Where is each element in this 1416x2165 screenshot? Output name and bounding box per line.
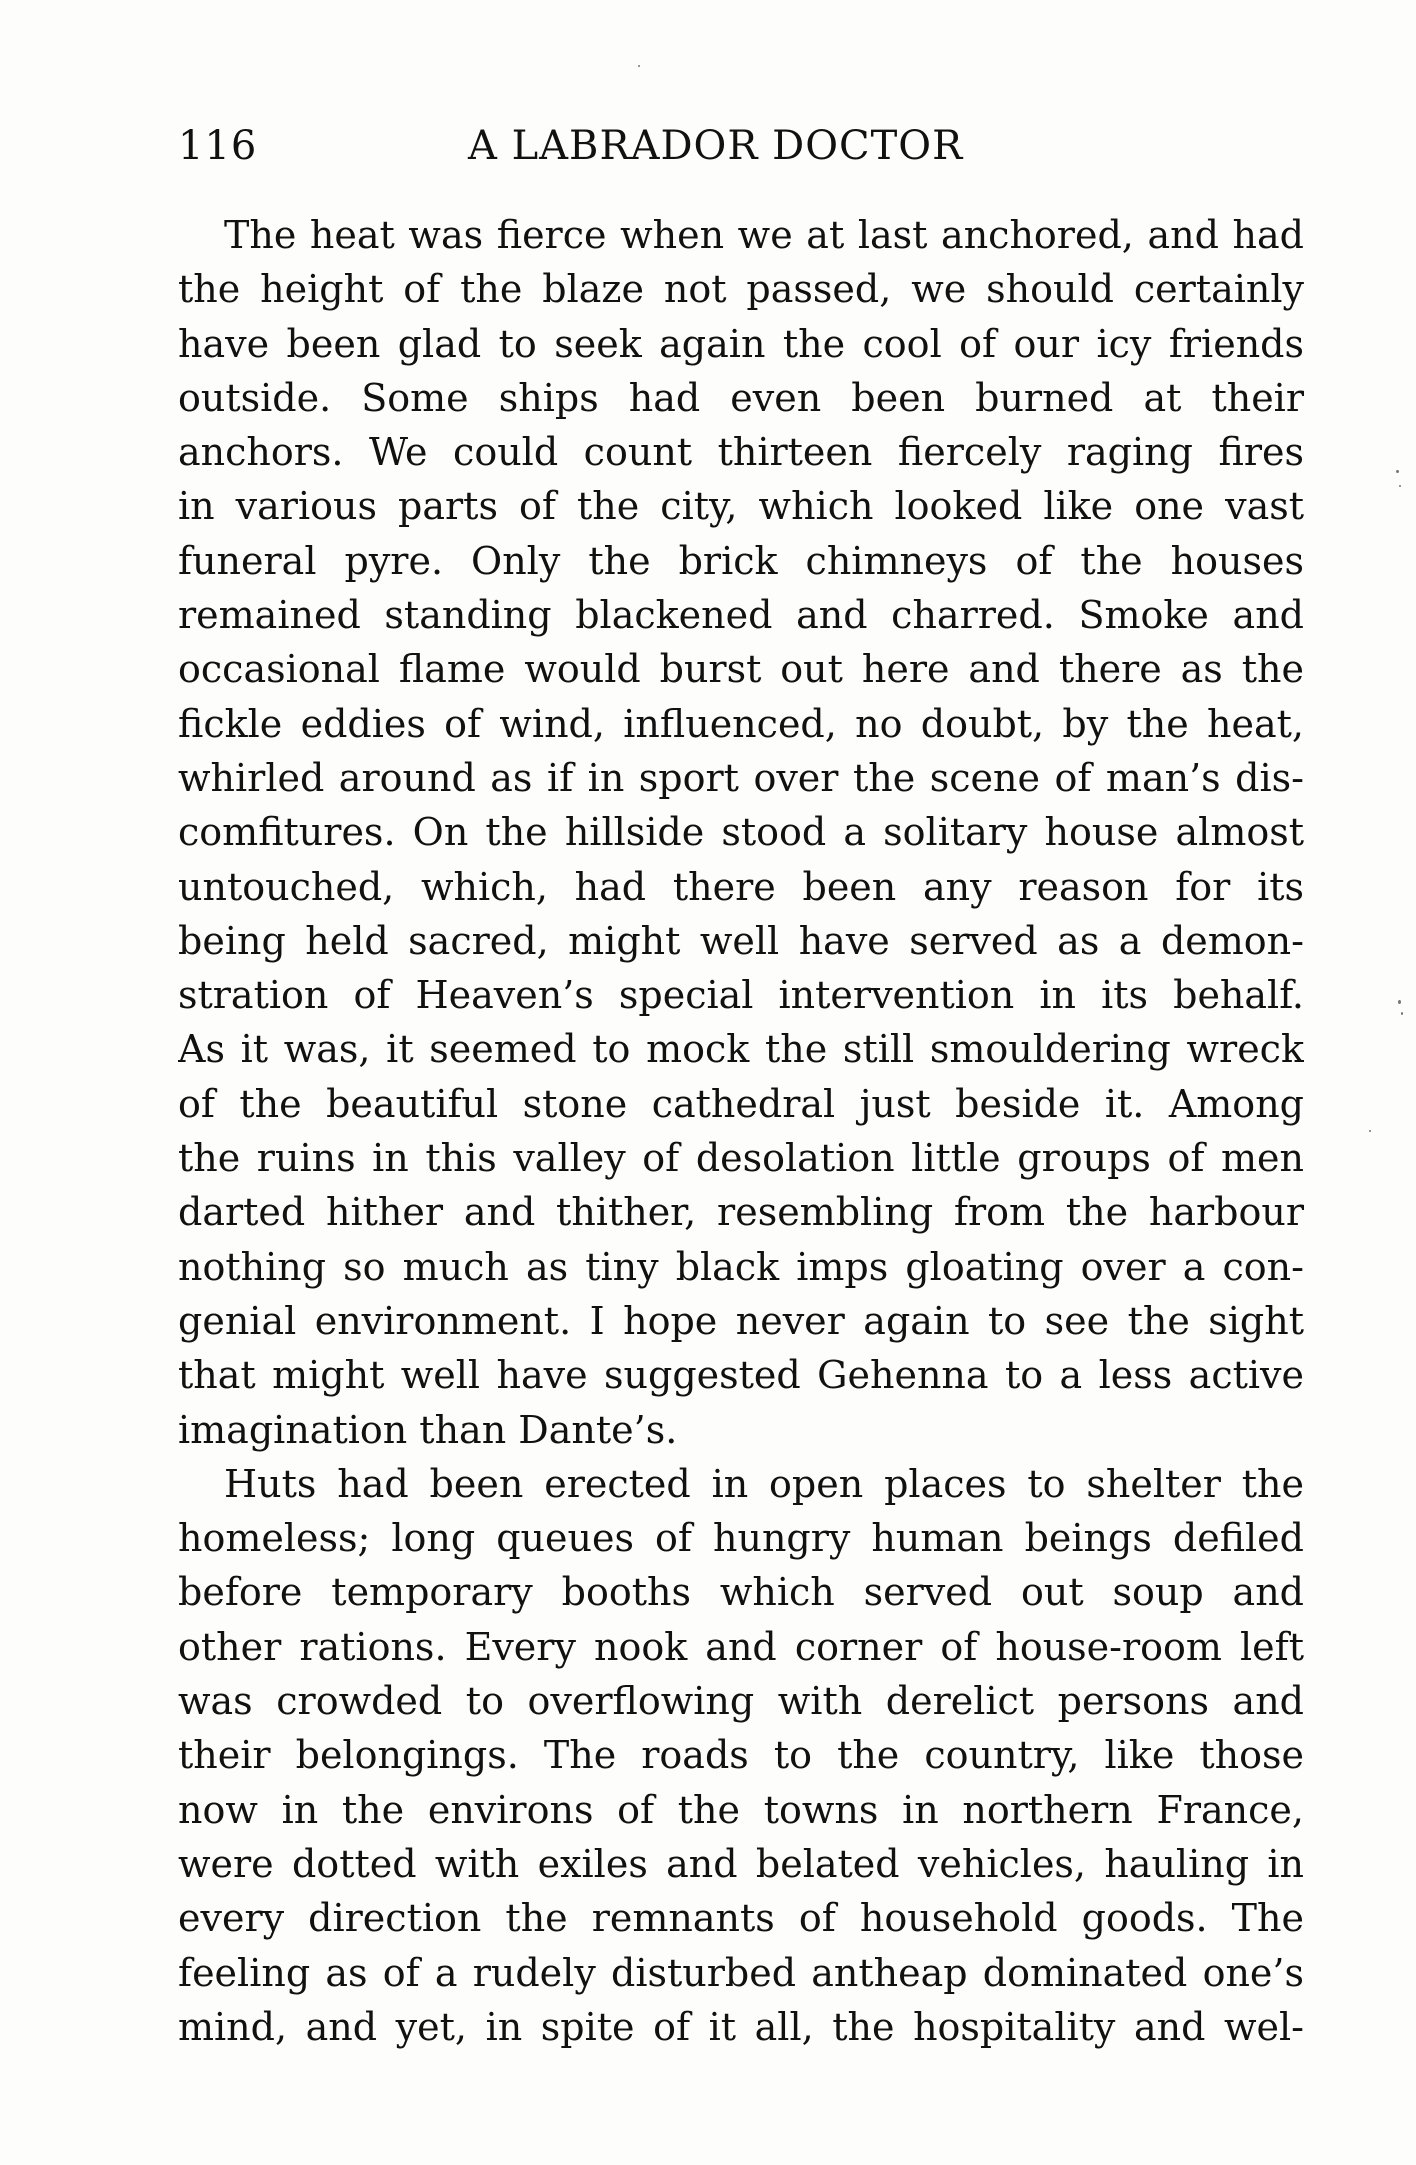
running-head: [178, 116, 1304, 176]
text-line: the ruins in this valley of desolation little groups of men: [178, 1136, 1304, 1181]
text-line: feeling as of a rudely disturbed antheap dominated one’s: [178, 1950, 1304, 1995]
text-line: As it was, it seemed to mock the still smouldering wreck: [178, 1027, 1304, 1072]
text-line: outside. Some ships had even been burned at their: [178, 375, 1304, 420]
text-line: other rations. Every nook and corner of house-room left: [178, 1624, 1304, 1669]
paragraph: [178, 208, 1304, 1457]
text-line: have been glad to seek again the cool of our icy friends: [178, 321, 1304, 366]
text-line: their belongings. The roads to the country, like those: [178, 1733, 1304, 1778]
body-text: [178, 208, 1304, 2054]
scan-speck: [1369, 1130, 1371, 1132]
text-line: of the beautiful stone cathedral just beside it. Among: [178, 1081, 1304, 1126]
text-line: every direction the remnants of household goods. The: [178, 1896, 1304, 1941]
text-line: before temporary booths which served out soup and: [178, 1570, 1304, 1615]
page-number: 116: [178, 123, 258, 169]
text-line: untouched, which, had there been any reason for its: [178, 864, 1304, 909]
text-line: darted hither and thither, resembling from the harbour: [178, 1190, 1304, 1235]
text-line: imagination than Dante’s.: [178, 1407, 678, 1452]
text-line: homeless; long queues of hungry human beings defiled: [178, 1516, 1304, 1561]
text-line: anchors. We could count thirteen fiercely raging fires: [178, 430, 1304, 475]
text-line: genial environment. I hope never again to see the sight: [178, 1298, 1304, 1343]
text-line: being held sacred, might well have served as a demon-: [178, 918, 1304, 963]
text-line: remained standing blackened and charred. Smoke and: [178, 593, 1304, 638]
scan-speck: [1398, 1000, 1401, 1004]
scan-speck: [638, 65, 640, 67]
text-line: Huts had been erected in open places to shelter the: [224, 1461, 1304, 1506]
scan-speck: [1399, 485, 1401, 487]
text-line: occasional flame would burst out here and there as the: [178, 647, 1304, 692]
text-line: fickle eddies of wind, influenced, no doubt, by the heat,: [178, 701, 1304, 746]
text-line: were dotted with exiles and belated vehicles, hauling in: [178, 1841, 1304, 1886]
text-line: mind, and yet, in spite of it all, the hospitality and wel-: [178, 2004, 1304, 2049]
scan-speck: [1396, 470, 1399, 473]
scan-speck: [1401, 1012, 1403, 1015]
text-line: in various parts of the city, which looked like one vast: [178, 484, 1304, 529]
book-title: A LABRADOR DOCTOR: [468, 123, 964, 169]
text-line: was crowded to overflowing with derelict persons and: [178, 1679, 1304, 1724]
text-line: comfitures. On the hillside stood a solitary house almost: [178, 810, 1304, 855]
text-line: that might well have suggested Gehenna to a less active: [178, 1353, 1304, 1398]
paragraph: [178, 1457, 1304, 2054]
text-line: the height of the blaze not passed, we should certainly: [178, 267, 1304, 312]
text-line: nothing so much as tiny black imps gloating over a con-: [178, 1244, 1304, 1289]
text-line: now in the environs of the towns in northern France,: [178, 1787, 1304, 1832]
text-line: funeral pyre. Only the brick chimneys of the houses: [178, 538, 1304, 583]
text-line: whirled around as if in sport over the scene of man’s dis-: [178, 755, 1304, 800]
text-line: The heat was fierce when we at last anchored, and had: [224, 213, 1304, 257]
text-line: stration of Heaven’s special intervention in its behalf.: [178, 973, 1304, 1018]
